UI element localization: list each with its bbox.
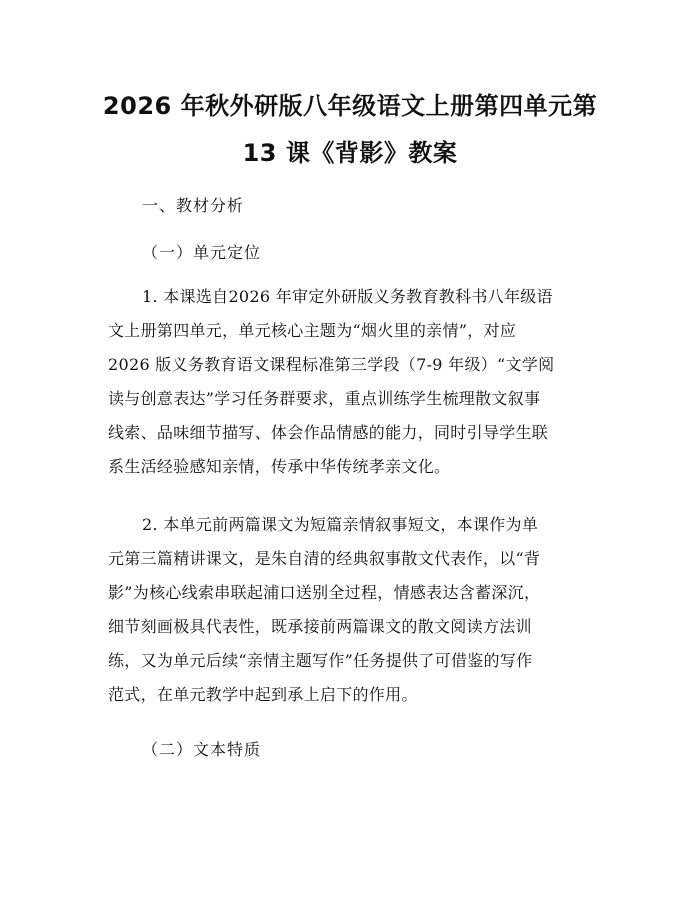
- document-title-line-2: 13 课《背影》教案: [242, 139, 458, 167]
- paragraph-line: 影”为核心线索串联起浦口送别全过程，情感表达含蓄深沉，: [108, 583, 541, 602]
- paragraph-line: 细节刻画极具代表性，既承接前两篇课文的散文阅读方法训: [108, 617, 532, 636]
- subsection-heading-unit-positioning: （一）单元定位: [142, 243, 262, 262]
- paragraph-1: [108, 280, 594, 484]
- paragraph-line: 1. 本课选自2026 年审定外研版义务教育教科书八年级语: [142, 287, 553, 306]
- paragraph-line: 系生活经验感知亲情，传承中华传统孝亲文化。: [108, 457, 451, 476]
- paragraph-line: 元第三篇精讲课文，是朱自清的经典叙事散文代表作，以“背: [108, 549, 541, 568]
- paragraph-line: 读与创意表达”学习任务群要求，重点训练学生梳理散文叙事: [108, 389, 541, 408]
- paragraph-line: 范式，在单元教学中起到承上启下的作用。: [108, 685, 418, 704]
- paragraph-line: 文上册第四单元，单元核心主题为“烟火里的亲情”，对应: [108, 321, 517, 340]
- paragraph-line: 线索、品味细节描写、体会作品情感的能力，同时引导学生联: [108, 423, 549, 442]
- subsection-heading-text-characteristics: （二）文本特质: [142, 740, 262, 759]
- section-heading-textbook-analysis: 一、教材分析: [142, 196, 245, 215]
- paragraph-2: [108, 508, 594, 712]
- paragraph-line: 练，又为单元后续“亲情主题写作”任务提供了可借鉴的写作: [108, 651, 533, 670]
- paragraph-line: 2. 本单元前两篇课文为短篇亲情叙事短文，本课作为单: [142, 515, 539, 534]
- paragraph-line: 2026 版义务教育语文课程标准第三学段（7-9 年级）“文学阅: [108, 355, 555, 374]
- document-title-line-1: 2026 年秋外研版八年级语文上册第四单元第: [102, 92, 598, 120]
